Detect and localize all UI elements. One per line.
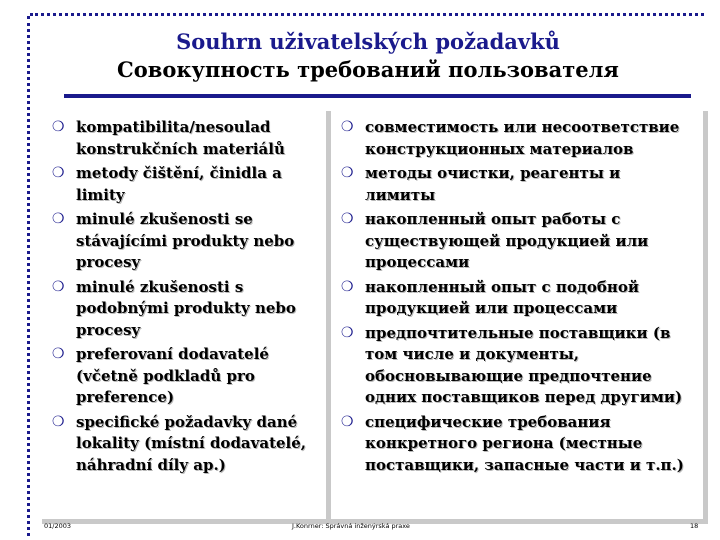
list-item <box>42 344 316 409</box>
hollow-circle-bullet-icon: ❍ <box>52 278 65 295</box>
hollow-circle-bullet-icon: ❍ <box>52 211 65 227</box>
list-item-text: specifické požadavky dané lokality (místní dodavatelé, náhradní díly ap.) <box>76 412 307 474</box>
hollow-circle-bullet-icon: ❍ <box>52 165 65 181</box>
list-item <box>42 209 316 274</box>
top-dotted-border <box>30 13 704 16</box>
list-item <box>331 323 691 409</box>
page-number: 18 <box>690 522 699 530</box>
hollow-circle-bullet-icon: ❍ <box>341 165 354 181</box>
list-item <box>331 117 691 160</box>
list-item-text: preferovaní dodavatelé (včetně podkladů pro preference) <box>76 345 269 406</box>
list-item <box>42 163 316 206</box>
czech-requirements-list <box>42 111 326 476</box>
list-item-text: предпочтительные поставщики (в том числе и документы, обосновывающие предпочтение одних поставщиков перед другими) <box>365 323 683 406</box>
russian-requirements-list <box>331 111 703 476</box>
title-underline <box>64 94 691 98</box>
list-item-text: metody čištění, činidla a limity <box>76 164 282 204</box>
list-item-text: minulé zkušenosti s podobnými produkty nebo procesy <box>76 277 296 339</box>
list-item <box>331 277 691 320</box>
slide-title <box>36 28 700 84</box>
footer-author: J.Konrner: Správná inženýrská praxe <box>292 522 410 530</box>
hollow-circle-bullet-icon: ❍ <box>341 211 354 227</box>
hollow-circle-bullet-icon: ❍ <box>52 119 65 135</box>
hollow-circle-bullet-icon: ❍ <box>52 413 65 430</box>
title-russian: Совокупность требований пользователя <box>117 57 619 82</box>
list-item <box>42 277 316 342</box>
hollow-circle-bullet-icon: ❍ <box>52 346 65 362</box>
list-item <box>331 412 691 477</box>
czech-requirements-panel <box>42 111 331 524</box>
list-item <box>331 163 691 206</box>
list-item <box>42 412 316 477</box>
list-item-text: специфические требования конкретного региона (местные поставщики, запасные части и т.п.) <box>365 412 684 474</box>
list-item-text: методы очистки, реагенты и лимиты <box>365 164 621 204</box>
list-item-text: накопленный опыт работы с существующей продукцией или процессами <box>365 210 649 271</box>
list-item <box>42 117 316 160</box>
title-czech: Souhrn uživatelských požadavků <box>176 29 560 54</box>
russian-requirements-panel <box>331 111 708 524</box>
footer-date: 01/2003 <box>44 522 72 530</box>
hollow-circle-bullet-icon: ❍ <box>341 119 354 135</box>
left-dotted-border <box>27 16 30 536</box>
list-item-text: kompatibilita/nesoulad konstrukčních materiálů <box>76 118 285 158</box>
hollow-circle-bullet-icon: ❍ <box>341 413 354 430</box>
list-item-text: накопленный опыт с подобной продукцией или процессами <box>365 277 639 317</box>
list-item-text: совместимость или несоответствие конструкционных материалов <box>365 118 680 158</box>
hollow-circle-bullet-icon: ❍ <box>341 324 354 341</box>
list-item-text: minulé zkušenosti se stávajícími produkty nebo procesy <box>76 210 295 271</box>
hollow-circle-bullet-icon: ❍ <box>341 278 354 295</box>
list-item <box>331 209 691 274</box>
